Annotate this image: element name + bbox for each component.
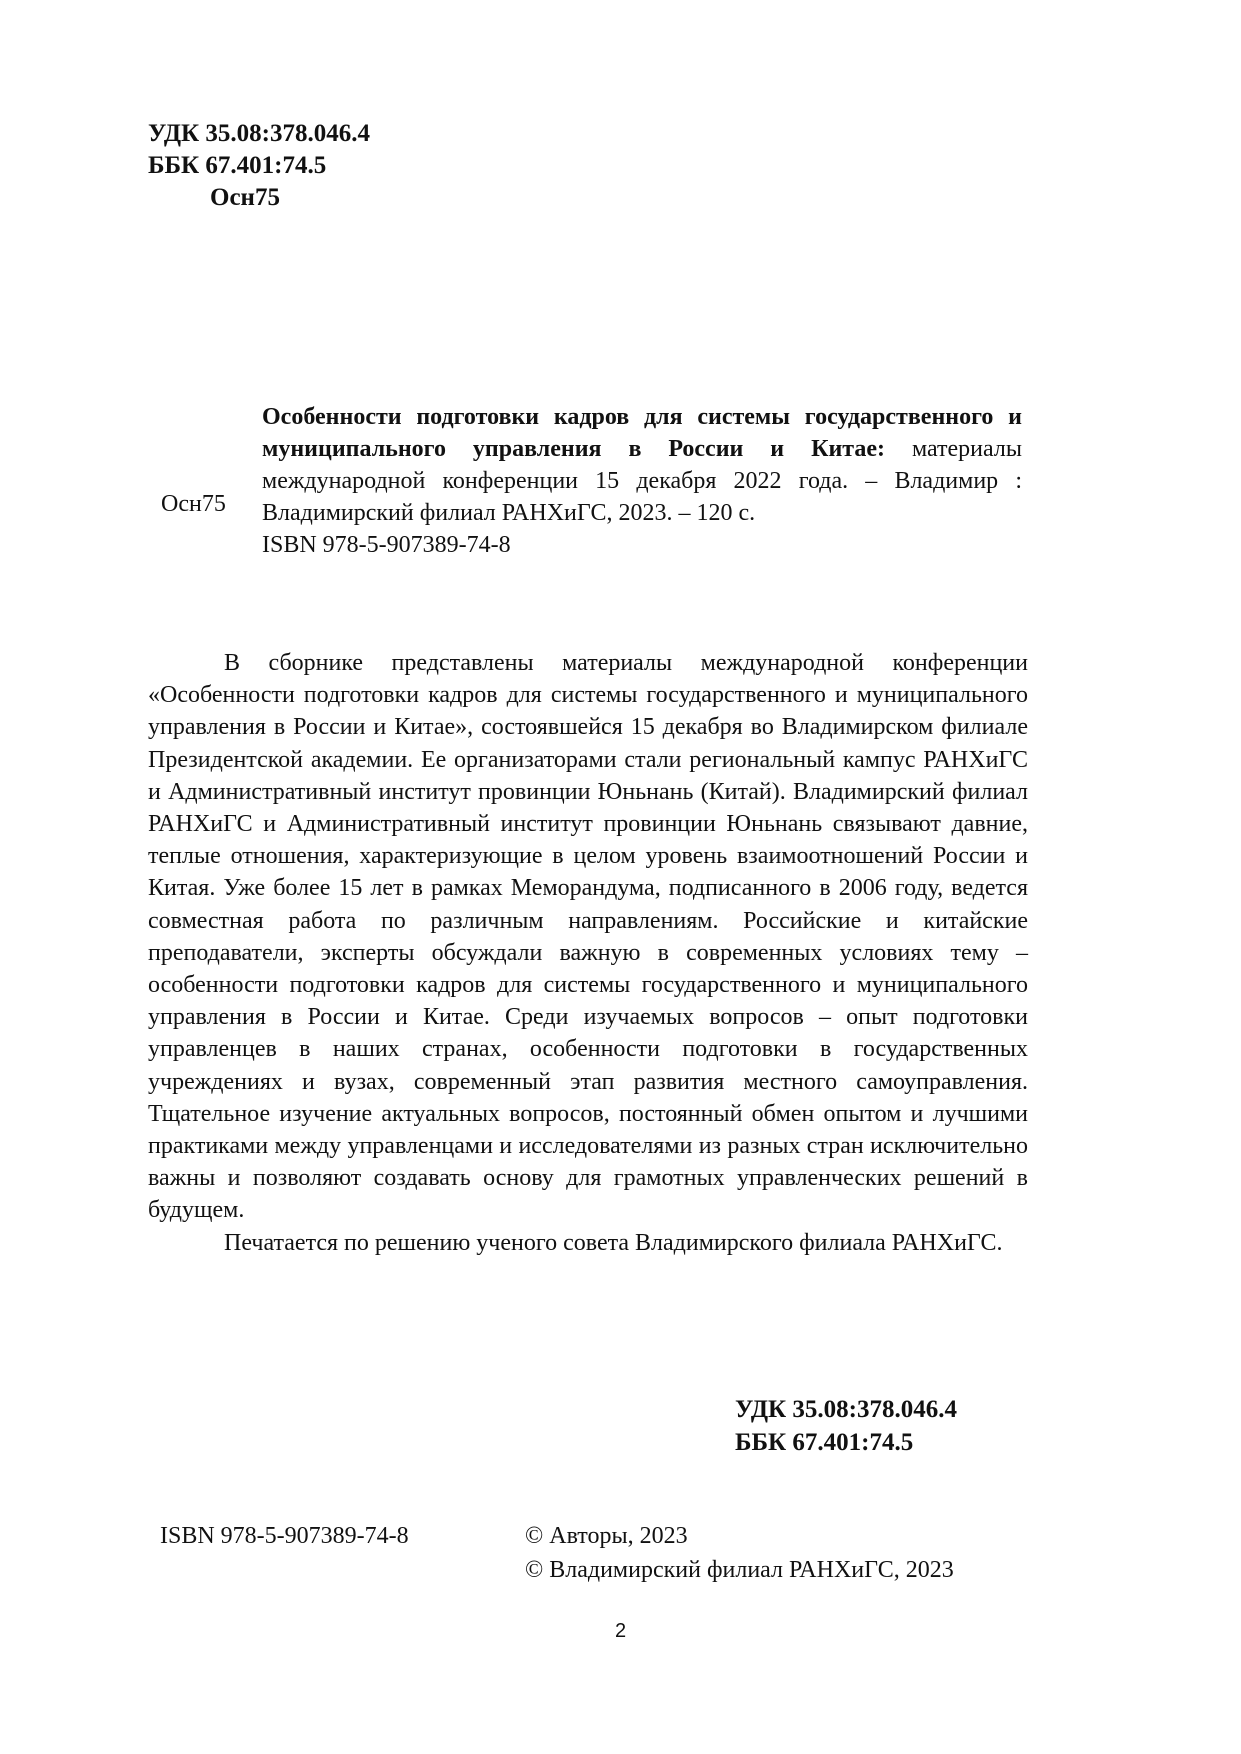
annotation-paragraph-1: В сборнике представлены материалы международной конференции «Особенности подготовки кадров для системы государственного и муниципального управления в России и Китае», состоявшейся 15 декабря во Владимирском филиале Президентской академии. Ее организаторами стали региональный кампус РАНХиГС и Административный институт провинции Юньнань (Китай). Владимирский филиал РАНХиГС и Административный институт провинции Юньнань связывают давние, теплые отношения, характеризующие в целом уровень взаимоотношений России и Китая. Уже более 15 лет в рамках Меморандума, подписанного в 2006 году, ведется совместная работа по различным направлениям. Российские и китайские преподаватели, эксперты обсуждали важную в современных условиях тему – особенности подготовки кадров для системы государственного и муниципального управления в России и Китае. Среди изучаемых вопросов – опыт подготовки управленцев в наших странах, особенности подготовки в государственных учреждениях и вузах, современный этап развития местного самоуправления. Тщательное изучение актуальных вопросов, постоянный обмен опытом и лучшими практиками между управленцами и исследователями из разных стран исключительно важны и позволяют создавать основу для грамотных управленческих решений в будущем. [148,650,1028,1224]
copyright-block [525,1519,954,1587]
annotation-paragraph-2: Печатается по решению ученого совета Владимирского филиала РАНХиГС. [224,1229,1003,1256]
page-number: 2 [614,1620,627,1642]
record-description: материалы международной конференции 15 декабря 2022 года. – Владимир : Владимирский филиал РАНХиГС, 2023. – 120 с. [262,436,1022,526]
udk-code-bottom: УДК 35.08:378.046.4 [735,1396,957,1423]
copyright-publisher: © Владимирский филиал РАНХиГС, 2023 [525,1557,954,1583]
top-classification-codes [148,118,370,214]
author-sign: Осн75 [210,184,280,211]
record-author-sign: Осн75 [161,491,226,517]
record-text [262,401,1022,529]
annotation [148,647,1028,1259]
copyright-authors: © Авторы, 2023 [525,1523,688,1549]
imprint-isbn: ISBN 978-5-907389-74-8 [160,1523,409,1549]
record-isbn: ISBN 978-5-907389-74-8 [262,532,511,558]
bbk-code-bottom: ББК 67.401:74.5 [735,1429,914,1456]
bottom-classification-codes [735,1393,957,1459]
udk-code: УДК 35.08:378.046.4 [148,120,370,147]
bbk-code: ББК 67.401:74.5 [148,152,327,179]
bibliographic-record [262,401,1022,561]
book-title: Особенности подготовки кадров для системы государственного и муниципального управления в России и Китае: [262,404,1022,462]
